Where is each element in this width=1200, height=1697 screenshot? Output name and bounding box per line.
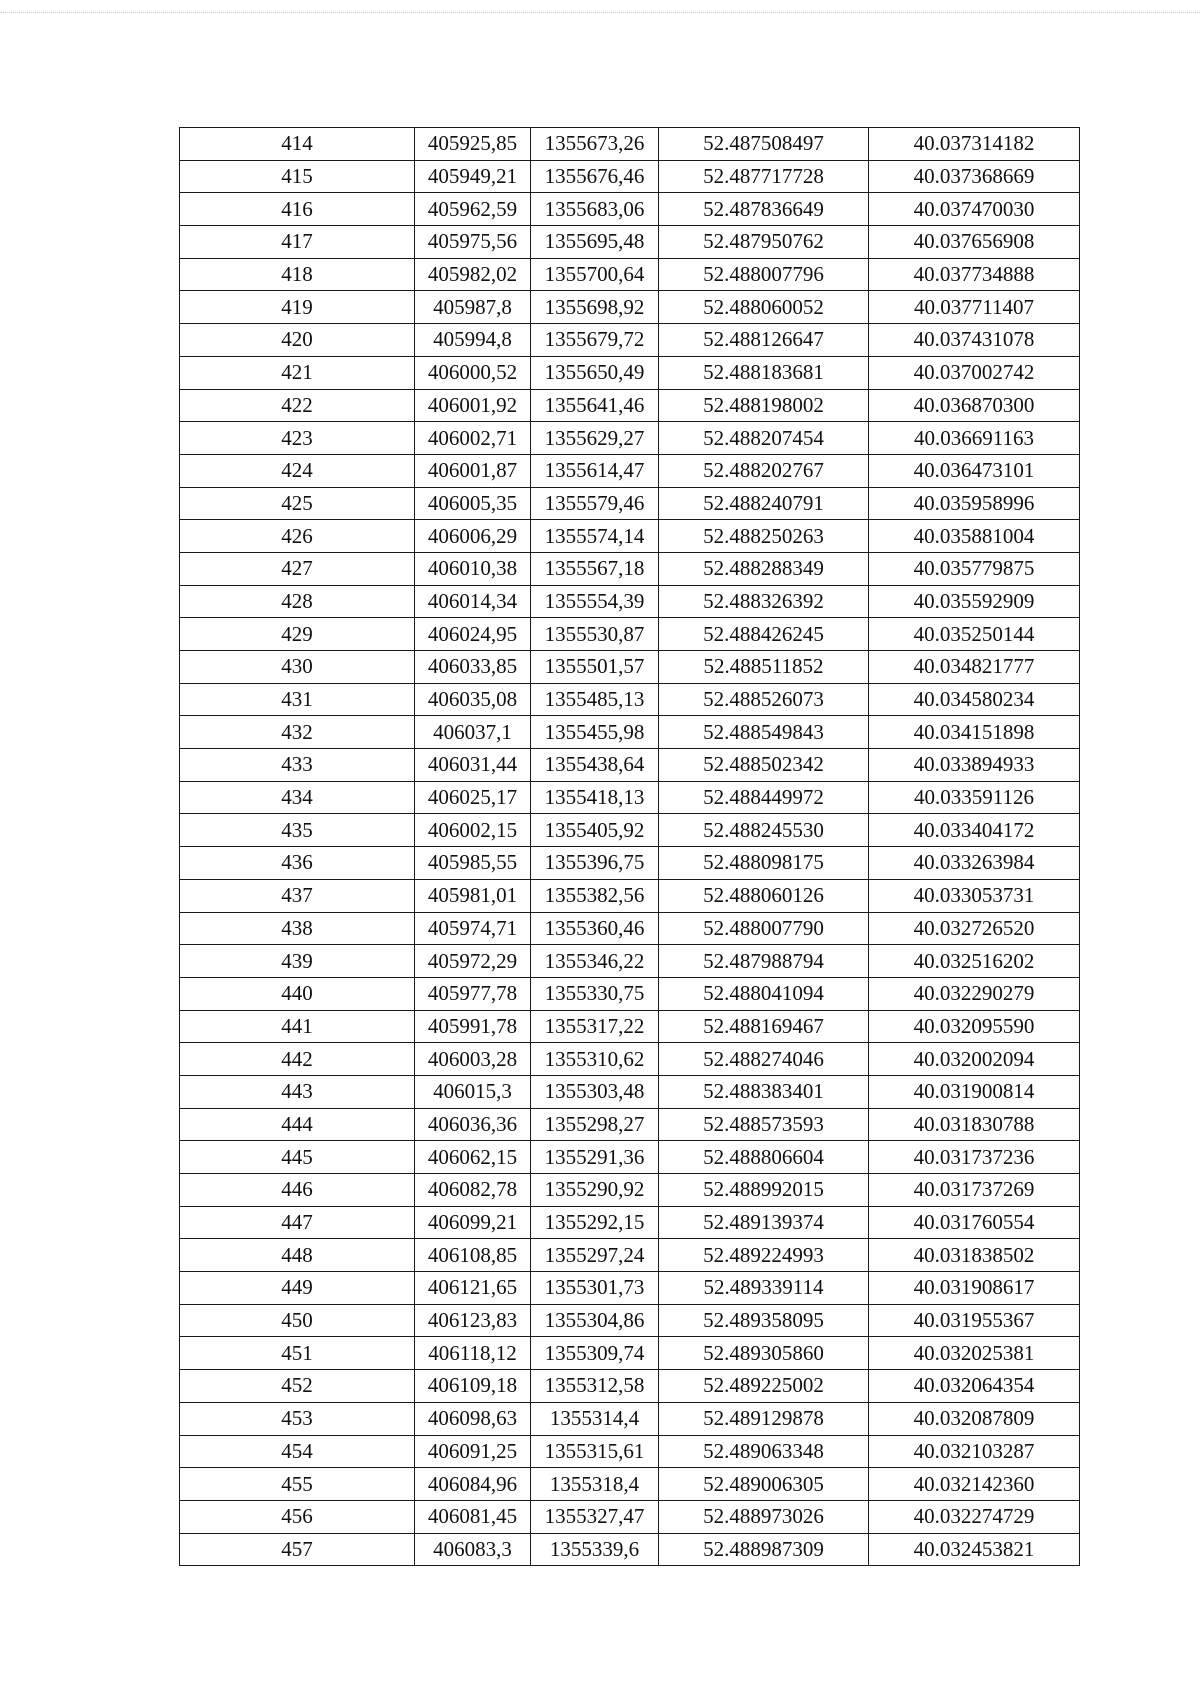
longitude-cell: 40.034151898 bbox=[869, 716, 1080, 749]
longitude-cell: 40.031900814 bbox=[869, 1075, 1080, 1108]
point-number-cell: 441 bbox=[180, 1010, 415, 1043]
x-coordinate-cell: 406001,87 bbox=[415, 454, 531, 487]
y-coordinate-cell: 1355301,73 bbox=[531, 1272, 659, 1305]
table-row bbox=[180, 291, 1080, 324]
y-coordinate-cell: 1355327,47 bbox=[531, 1500, 659, 1533]
longitude-cell: 40.037734888 bbox=[869, 258, 1080, 291]
point-number-cell: 447 bbox=[180, 1206, 415, 1239]
point-number-cell: 455 bbox=[180, 1468, 415, 1501]
table-row bbox=[180, 879, 1080, 912]
point-number-cell: 430 bbox=[180, 651, 415, 684]
y-coordinate-cell: 1355695,48 bbox=[531, 226, 659, 259]
y-coordinate-cell: 1355501,57 bbox=[531, 651, 659, 684]
y-coordinate-cell: 1355554,39 bbox=[531, 585, 659, 618]
latitude-cell: 52.488992015 bbox=[659, 1174, 869, 1207]
y-coordinate-cell: 1355298,27 bbox=[531, 1108, 659, 1141]
x-coordinate-cell: 406010,38 bbox=[415, 552, 531, 585]
longitude-cell: 40.036870300 bbox=[869, 389, 1080, 422]
latitude-cell: 52.489358095 bbox=[659, 1304, 869, 1337]
table-row bbox=[180, 1108, 1080, 1141]
table-row bbox=[180, 847, 1080, 880]
latitude-cell: 52.488060052 bbox=[659, 291, 869, 324]
point-number-cell: 436 bbox=[180, 847, 415, 880]
y-coordinate-cell: 1355318,4 bbox=[531, 1468, 659, 1501]
longitude-cell: 40.037431078 bbox=[869, 324, 1080, 357]
latitude-cell: 52.488041094 bbox=[659, 977, 869, 1010]
y-coordinate-cell: 1355641,46 bbox=[531, 389, 659, 422]
latitude-cell: 52.488326392 bbox=[659, 585, 869, 618]
point-number-cell: 442 bbox=[180, 1043, 415, 1076]
latitude-cell: 52.489063348 bbox=[659, 1435, 869, 1468]
table-row bbox=[180, 160, 1080, 193]
table-row bbox=[180, 356, 1080, 389]
longitude-cell: 40.035958996 bbox=[869, 487, 1080, 520]
longitude-cell: 40.031955367 bbox=[869, 1304, 1080, 1337]
x-coordinate-cell: 406084,96 bbox=[415, 1468, 531, 1501]
y-coordinate-cell: 1355673,26 bbox=[531, 128, 659, 161]
x-coordinate-cell: 405987,8 bbox=[415, 291, 531, 324]
latitude-cell: 52.488202767 bbox=[659, 454, 869, 487]
y-coordinate-cell: 1355314,4 bbox=[531, 1402, 659, 1435]
point-number-cell: 432 bbox=[180, 716, 415, 749]
y-coordinate-cell: 1355579,46 bbox=[531, 487, 659, 520]
latitude-cell: 52.488511852 bbox=[659, 651, 869, 684]
latitude-cell: 52.488169467 bbox=[659, 1010, 869, 1043]
y-coordinate-cell: 1355317,22 bbox=[531, 1010, 659, 1043]
point-number-cell: 446 bbox=[180, 1174, 415, 1207]
table-row bbox=[180, 1010, 1080, 1043]
y-coordinate-cell: 1355700,64 bbox=[531, 258, 659, 291]
table-row bbox=[180, 977, 1080, 1010]
table-row bbox=[180, 1174, 1080, 1207]
y-coordinate-cell: 1355312,58 bbox=[531, 1370, 659, 1403]
longitude-cell: 40.035592909 bbox=[869, 585, 1080, 618]
point-number-cell: 445 bbox=[180, 1141, 415, 1174]
point-number-cell: 423 bbox=[180, 422, 415, 455]
latitude-cell: 52.488383401 bbox=[659, 1075, 869, 1108]
y-coordinate-cell: 1355396,75 bbox=[531, 847, 659, 880]
point-number-cell: 443 bbox=[180, 1075, 415, 1108]
latitude-cell: 52.489224993 bbox=[659, 1239, 869, 1272]
point-number-cell: 428 bbox=[180, 585, 415, 618]
y-coordinate-cell: 1355315,61 bbox=[531, 1435, 659, 1468]
point-number-cell: 438 bbox=[180, 912, 415, 945]
longitude-cell: 40.037711407 bbox=[869, 291, 1080, 324]
latitude-cell: 52.488183681 bbox=[659, 356, 869, 389]
table-row bbox=[180, 618, 1080, 651]
latitude-cell: 52.487836649 bbox=[659, 193, 869, 226]
y-coordinate-cell: 1355574,14 bbox=[531, 520, 659, 553]
longitude-cell: 40.033591126 bbox=[869, 781, 1080, 814]
table-row bbox=[180, 814, 1080, 847]
x-coordinate-cell: 406002,71 bbox=[415, 422, 531, 455]
longitude-cell: 40.031838502 bbox=[869, 1239, 1080, 1272]
x-coordinate-cell: 406123,83 bbox=[415, 1304, 531, 1337]
table-row bbox=[180, 1141, 1080, 1174]
longitude-cell: 40.031908617 bbox=[869, 1272, 1080, 1305]
x-coordinate-cell: 406033,85 bbox=[415, 651, 531, 684]
longitude-cell: 40.035779875 bbox=[869, 552, 1080, 585]
y-coordinate-cell: 1355360,46 bbox=[531, 912, 659, 945]
point-number-cell: 451 bbox=[180, 1337, 415, 1370]
table-row bbox=[180, 781, 1080, 814]
longitude-cell: 40.037002742 bbox=[869, 356, 1080, 389]
table-row bbox=[180, 520, 1080, 553]
table-row bbox=[180, 193, 1080, 226]
latitude-cell: 52.488526073 bbox=[659, 683, 869, 716]
y-coordinate-cell: 1355330,75 bbox=[531, 977, 659, 1010]
longitude-cell: 40.032025381 bbox=[869, 1337, 1080, 1370]
longitude-cell: 40.032103287 bbox=[869, 1435, 1080, 1468]
longitude-cell: 40.032453821 bbox=[869, 1533, 1080, 1566]
y-coordinate-cell: 1355303,48 bbox=[531, 1075, 659, 1108]
table-row bbox=[180, 1304, 1080, 1337]
y-coordinate-cell: 1355614,47 bbox=[531, 454, 659, 487]
x-coordinate-cell: 405985,55 bbox=[415, 847, 531, 880]
x-coordinate-cell: 405982,02 bbox=[415, 258, 531, 291]
point-number-cell: 417 bbox=[180, 226, 415, 259]
x-coordinate-cell: 406036,36 bbox=[415, 1108, 531, 1141]
x-coordinate-cell: 406024,95 bbox=[415, 618, 531, 651]
latitude-cell: 52.488573593 bbox=[659, 1108, 869, 1141]
y-coordinate-cell: 1355291,36 bbox=[531, 1141, 659, 1174]
longitude-cell: 40.032095590 bbox=[869, 1010, 1080, 1043]
point-number-cell: 454 bbox=[180, 1435, 415, 1468]
latitude-cell: 52.488250263 bbox=[659, 520, 869, 553]
table-row bbox=[180, 945, 1080, 978]
x-coordinate-cell: 406082,78 bbox=[415, 1174, 531, 1207]
longitude-cell: 40.031830788 bbox=[869, 1108, 1080, 1141]
y-coordinate-cell: 1355339,6 bbox=[531, 1533, 659, 1566]
x-coordinate-cell: 406081,45 bbox=[415, 1500, 531, 1533]
latitude-cell: 52.488274046 bbox=[659, 1043, 869, 1076]
x-coordinate-cell: 406000,52 bbox=[415, 356, 531, 389]
longitude-cell: 40.031760554 bbox=[869, 1206, 1080, 1239]
longitude-cell: 40.037314182 bbox=[869, 128, 1080, 161]
x-coordinate-cell: 405981,01 bbox=[415, 879, 531, 912]
point-number-cell: 420 bbox=[180, 324, 415, 357]
point-number-cell: 440 bbox=[180, 977, 415, 1010]
x-coordinate-cell: 406031,44 bbox=[415, 749, 531, 782]
longitude-cell: 40.032064354 bbox=[869, 1370, 1080, 1403]
latitude-cell: 52.487717728 bbox=[659, 160, 869, 193]
point-number-cell: 450 bbox=[180, 1304, 415, 1337]
longitude-cell: 40.033894933 bbox=[869, 749, 1080, 782]
x-coordinate-cell: 406003,28 bbox=[415, 1043, 531, 1076]
table-row bbox=[180, 1402, 1080, 1435]
y-coordinate-cell: 1355290,92 bbox=[531, 1174, 659, 1207]
point-number-cell: 437 bbox=[180, 879, 415, 912]
point-number-cell: 434 bbox=[180, 781, 415, 814]
point-number-cell: 427 bbox=[180, 552, 415, 585]
point-number-cell: 416 bbox=[180, 193, 415, 226]
longitude-cell: 40.034580234 bbox=[869, 683, 1080, 716]
x-coordinate-cell: 406118,12 bbox=[415, 1337, 531, 1370]
latitude-cell: 52.488007790 bbox=[659, 912, 869, 945]
coordinates-table bbox=[179, 127, 1080, 1566]
x-coordinate-cell: 406109,18 bbox=[415, 1370, 531, 1403]
table-row bbox=[180, 422, 1080, 455]
x-coordinate-cell: 406099,21 bbox=[415, 1206, 531, 1239]
longitude-cell: 40.036691163 bbox=[869, 422, 1080, 455]
x-coordinate-cell: 406005,35 bbox=[415, 487, 531, 520]
table-row bbox=[180, 226, 1080, 259]
longitude-cell: 40.033404172 bbox=[869, 814, 1080, 847]
point-number-cell: 456 bbox=[180, 1500, 415, 1533]
table-row bbox=[180, 1337, 1080, 1370]
y-coordinate-cell: 1355304,86 bbox=[531, 1304, 659, 1337]
table-row bbox=[180, 1500, 1080, 1533]
table-row bbox=[180, 324, 1080, 357]
table-row bbox=[180, 1075, 1080, 1108]
y-coordinate-cell: 1355292,15 bbox=[531, 1206, 659, 1239]
latitude-cell: 52.489129878 bbox=[659, 1402, 869, 1435]
y-coordinate-cell: 1355418,13 bbox=[531, 781, 659, 814]
coordinates-table-body bbox=[180, 128, 1080, 1566]
latitude-cell: 52.489006305 bbox=[659, 1468, 869, 1501]
x-coordinate-cell: 406091,25 bbox=[415, 1435, 531, 1468]
x-coordinate-cell: 405974,71 bbox=[415, 912, 531, 945]
point-number-cell: 448 bbox=[180, 1239, 415, 1272]
x-coordinate-cell: 405977,78 bbox=[415, 977, 531, 1010]
longitude-cell: 40.032002094 bbox=[869, 1043, 1080, 1076]
point-number-cell: 435 bbox=[180, 814, 415, 847]
latitude-cell: 52.489339114 bbox=[659, 1272, 869, 1305]
table-row bbox=[180, 128, 1080, 161]
y-coordinate-cell: 1355346,22 bbox=[531, 945, 659, 978]
table-row bbox=[180, 651, 1080, 684]
x-coordinate-cell: 406001,92 bbox=[415, 389, 531, 422]
table-row bbox=[180, 487, 1080, 520]
latitude-cell: 52.488126647 bbox=[659, 324, 869, 357]
latitude-cell: 52.488240791 bbox=[659, 487, 869, 520]
point-number-cell: 414 bbox=[180, 128, 415, 161]
point-number-cell: 429 bbox=[180, 618, 415, 651]
longitude-cell: 40.035881004 bbox=[869, 520, 1080, 553]
latitude-cell: 52.488060126 bbox=[659, 879, 869, 912]
y-coordinate-cell: 1355698,92 bbox=[531, 291, 659, 324]
longitude-cell: 40.036473101 bbox=[869, 454, 1080, 487]
table-row bbox=[180, 1533, 1080, 1566]
table-row bbox=[180, 1043, 1080, 1076]
longitude-cell: 40.032087809 bbox=[869, 1402, 1080, 1435]
latitude-cell: 52.488007796 bbox=[659, 258, 869, 291]
point-number-cell: 425 bbox=[180, 487, 415, 520]
y-coordinate-cell: 1355382,56 bbox=[531, 879, 659, 912]
x-coordinate-cell: 406083,3 bbox=[415, 1533, 531, 1566]
x-coordinate-cell: 406025,17 bbox=[415, 781, 531, 814]
latitude-cell: 52.488426245 bbox=[659, 618, 869, 651]
y-coordinate-cell: 1355438,64 bbox=[531, 749, 659, 782]
latitude-cell: 52.488987309 bbox=[659, 1533, 869, 1566]
longitude-cell: 40.033053731 bbox=[869, 879, 1080, 912]
longitude-cell: 40.032726520 bbox=[869, 912, 1080, 945]
x-coordinate-cell: 406121,65 bbox=[415, 1272, 531, 1305]
latitude-cell: 52.488973026 bbox=[659, 1500, 869, 1533]
latitude-cell: 52.487950762 bbox=[659, 226, 869, 259]
point-number-cell: 452 bbox=[180, 1370, 415, 1403]
x-coordinate-cell: 405962,59 bbox=[415, 193, 531, 226]
latitude-cell: 52.488207454 bbox=[659, 422, 869, 455]
point-number-cell: 422 bbox=[180, 389, 415, 422]
y-coordinate-cell: 1355530,87 bbox=[531, 618, 659, 651]
longitude-cell: 40.032290279 bbox=[869, 977, 1080, 1010]
latitude-cell: 52.487988794 bbox=[659, 945, 869, 978]
point-number-cell: 424 bbox=[180, 454, 415, 487]
x-coordinate-cell: 405975,56 bbox=[415, 226, 531, 259]
longitude-cell: 40.033263984 bbox=[869, 847, 1080, 880]
point-number-cell: 419 bbox=[180, 291, 415, 324]
y-coordinate-cell: 1355405,92 bbox=[531, 814, 659, 847]
y-coordinate-cell: 1355679,72 bbox=[531, 324, 659, 357]
latitude-cell: 52.489225002 bbox=[659, 1370, 869, 1403]
x-coordinate-cell: 405949,21 bbox=[415, 160, 531, 193]
x-coordinate-cell: 406015,3 bbox=[415, 1075, 531, 1108]
x-coordinate-cell: 405991,78 bbox=[415, 1010, 531, 1043]
longitude-cell: 40.035250144 bbox=[869, 618, 1080, 651]
table-row bbox=[180, 912, 1080, 945]
y-coordinate-cell: 1355676,46 bbox=[531, 160, 659, 193]
table-row bbox=[180, 1239, 1080, 1272]
table-row bbox=[180, 716, 1080, 749]
point-number-cell: 453 bbox=[180, 1402, 415, 1435]
x-coordinate-cell: 406002,15 bbox=[415, 814, 531, 847]
y-coordinate-cell: 1355629,27 bbox=[531, 422, 659, 455]
x-coordinate-cell: 406062,15 bbox=[415, 1141, 531, 1174]
table-row bbox=[180, 1435, 1080, 1468]
x-coordinate-cell: 406035,08 bbox=[415, 683, 531, 716]
latitude-cell: 52.488449972 bbox=[659, 781, 869, 814]
y-coordinate-cell: 1355683,06 bbox=[531, 193, 659, 226]
latitude-cell: 52.487508497 bbox=[659, 128, 869, 161]
scan-edge-line bbox=[0, 12, 1200, 13]
longitude-cell: 40.032142360 bbox=[869, 1468, 1080, 1501]
point-number-cell: 433 bbox=[180, 749, 415, 782]
x-coordinate-cell: 405925,85 bbox=[415, 128, 531, 161]
y-coordinate-cell: 1355455,98 bbox=[531, 716, 659, 749]
point-number-cell: 431 bbox=[180, 683, 415, 716]
y-coordinate-cell: 1355650,49 bbox=[531, 356, 659, 389]
x-coordinate-cell: 406014,34 bbox=[415, 585, 531, 618]
y-coordinate-cell: 1355309,74 bbox=[531, 1337, 659, 1370]
y-coordinate-cell: 1355310,62 bbox=[531, 1043, 659, 1076]
x-coordinate-cell: 406037,1 bbox=[415, 716, 531, 749]
latitude-cell: 52.488245530 bbox=[659, 814, 869, 847]
table-row bbox=[180, 389, 1080, 422]
table-row bbox=[180, 1206, 1080, 1239]
longitude-cell: 40.037656908 bbox=[869, 226, 1080, 259]
table-row bbox=[180, 749, 1080, 782]
point-number-cell: 457 bbox=[180, 1533, 415, 1566]
table-row bbox=[180, 1272, 1080, 1305]
latitude-cell: 52.488288349 bbox=[659, 552, 869, 585]
latitude-cell: 52.488098175 bbox=[659, 847, 869, 880]
y-coordinate-cell: 1355297,24 bbox=[531, 1239, 659, 1272]
point-number-cell: 444 bbox=[180, 1108, 415, 1141]
longitude-cell: 40.034821777 bbox=[869, 651, 1080, 684]
table-row bbox=[180, 1370, 1080, 1403]
x-coordinate-cell: 405972,29 bbox=[415, 945, 531, 978]
table-row bbox=[180, 1468, 1080, 1501]
y-coordinate-cell: 1355567,18 bbox=[531, 552, 659, 585]
longitude-cell: 40.031737269 bbox=[869, 1174, 1080, 1207]
point-number-cell: 449 bbox=[180, 1272, 415, 1305]
latitude-cell: 52.489305860 bbox=[659, 1337, 869, 1370]
longitude-cell: 40.037368669 bbox=[869, 160, 1080, 193]
table-row bbox=[180, 454, 1080, 487]
point-number-cell: 439 bbox=[180, 945, 415, 978]
longitude-cell: 40.037470030 bbox=[869, 193, 1080, 226]
point-number-cell: 426 bbox=[180, 520, 415, 553]
point-number-cell: 415 bbox=[180, 160, 415, 193]
latitude-cell: 52.488549843 bbox=[659, 716, 869, 749]
x-coordinate-cell: 406006,29 bbox=[415, 520, 531, 553]
table-row bbox=[180, 552, 1080, 585]
x-coordinate-cell: 405994,8 bbox=[415, 324, 531, 357]
table-row bbox=[180, 258, 1080, 291]
table-row bbox=[180, 683, 1080, 716]
point-number-cell: 421 bbox=[180, 356, 415, 389]
latitude-cell: 52.488806604 bbox=[659, 1141, 869, 1174]
longitude-cell: 40.032516202 bbox=[869, 945, 1080, 978]
latitude-cell: 52.489139374 bbox=[659, 1206, 869, 1239]
latitude-cell: 52.488198002 bbox=[659, 389, 869, 422]
table-row bbox=[180, 585, 1080, 618]
x-coordinate-cell: 406108,85 bbox=[415, 1239, 531, 1272]
latitude-cell: 52.488502342 bbox=[659, 749, 869, 782]
point-number-cell: 418 bbox=[180, 258, 415, 291]
longitude-cell: 40.031737236 bbox=[869, 1141, 1080, 1174]
x-coordinate-cell: 406098,63 bbox=[415, 1402, 531, 1435]
longitude-cell: 40.032274729 bbox=[869, 1500, 1080, 1533]
y-coordinate-cell: 1355485,13 bbox=[531, 683, 659, 716]
